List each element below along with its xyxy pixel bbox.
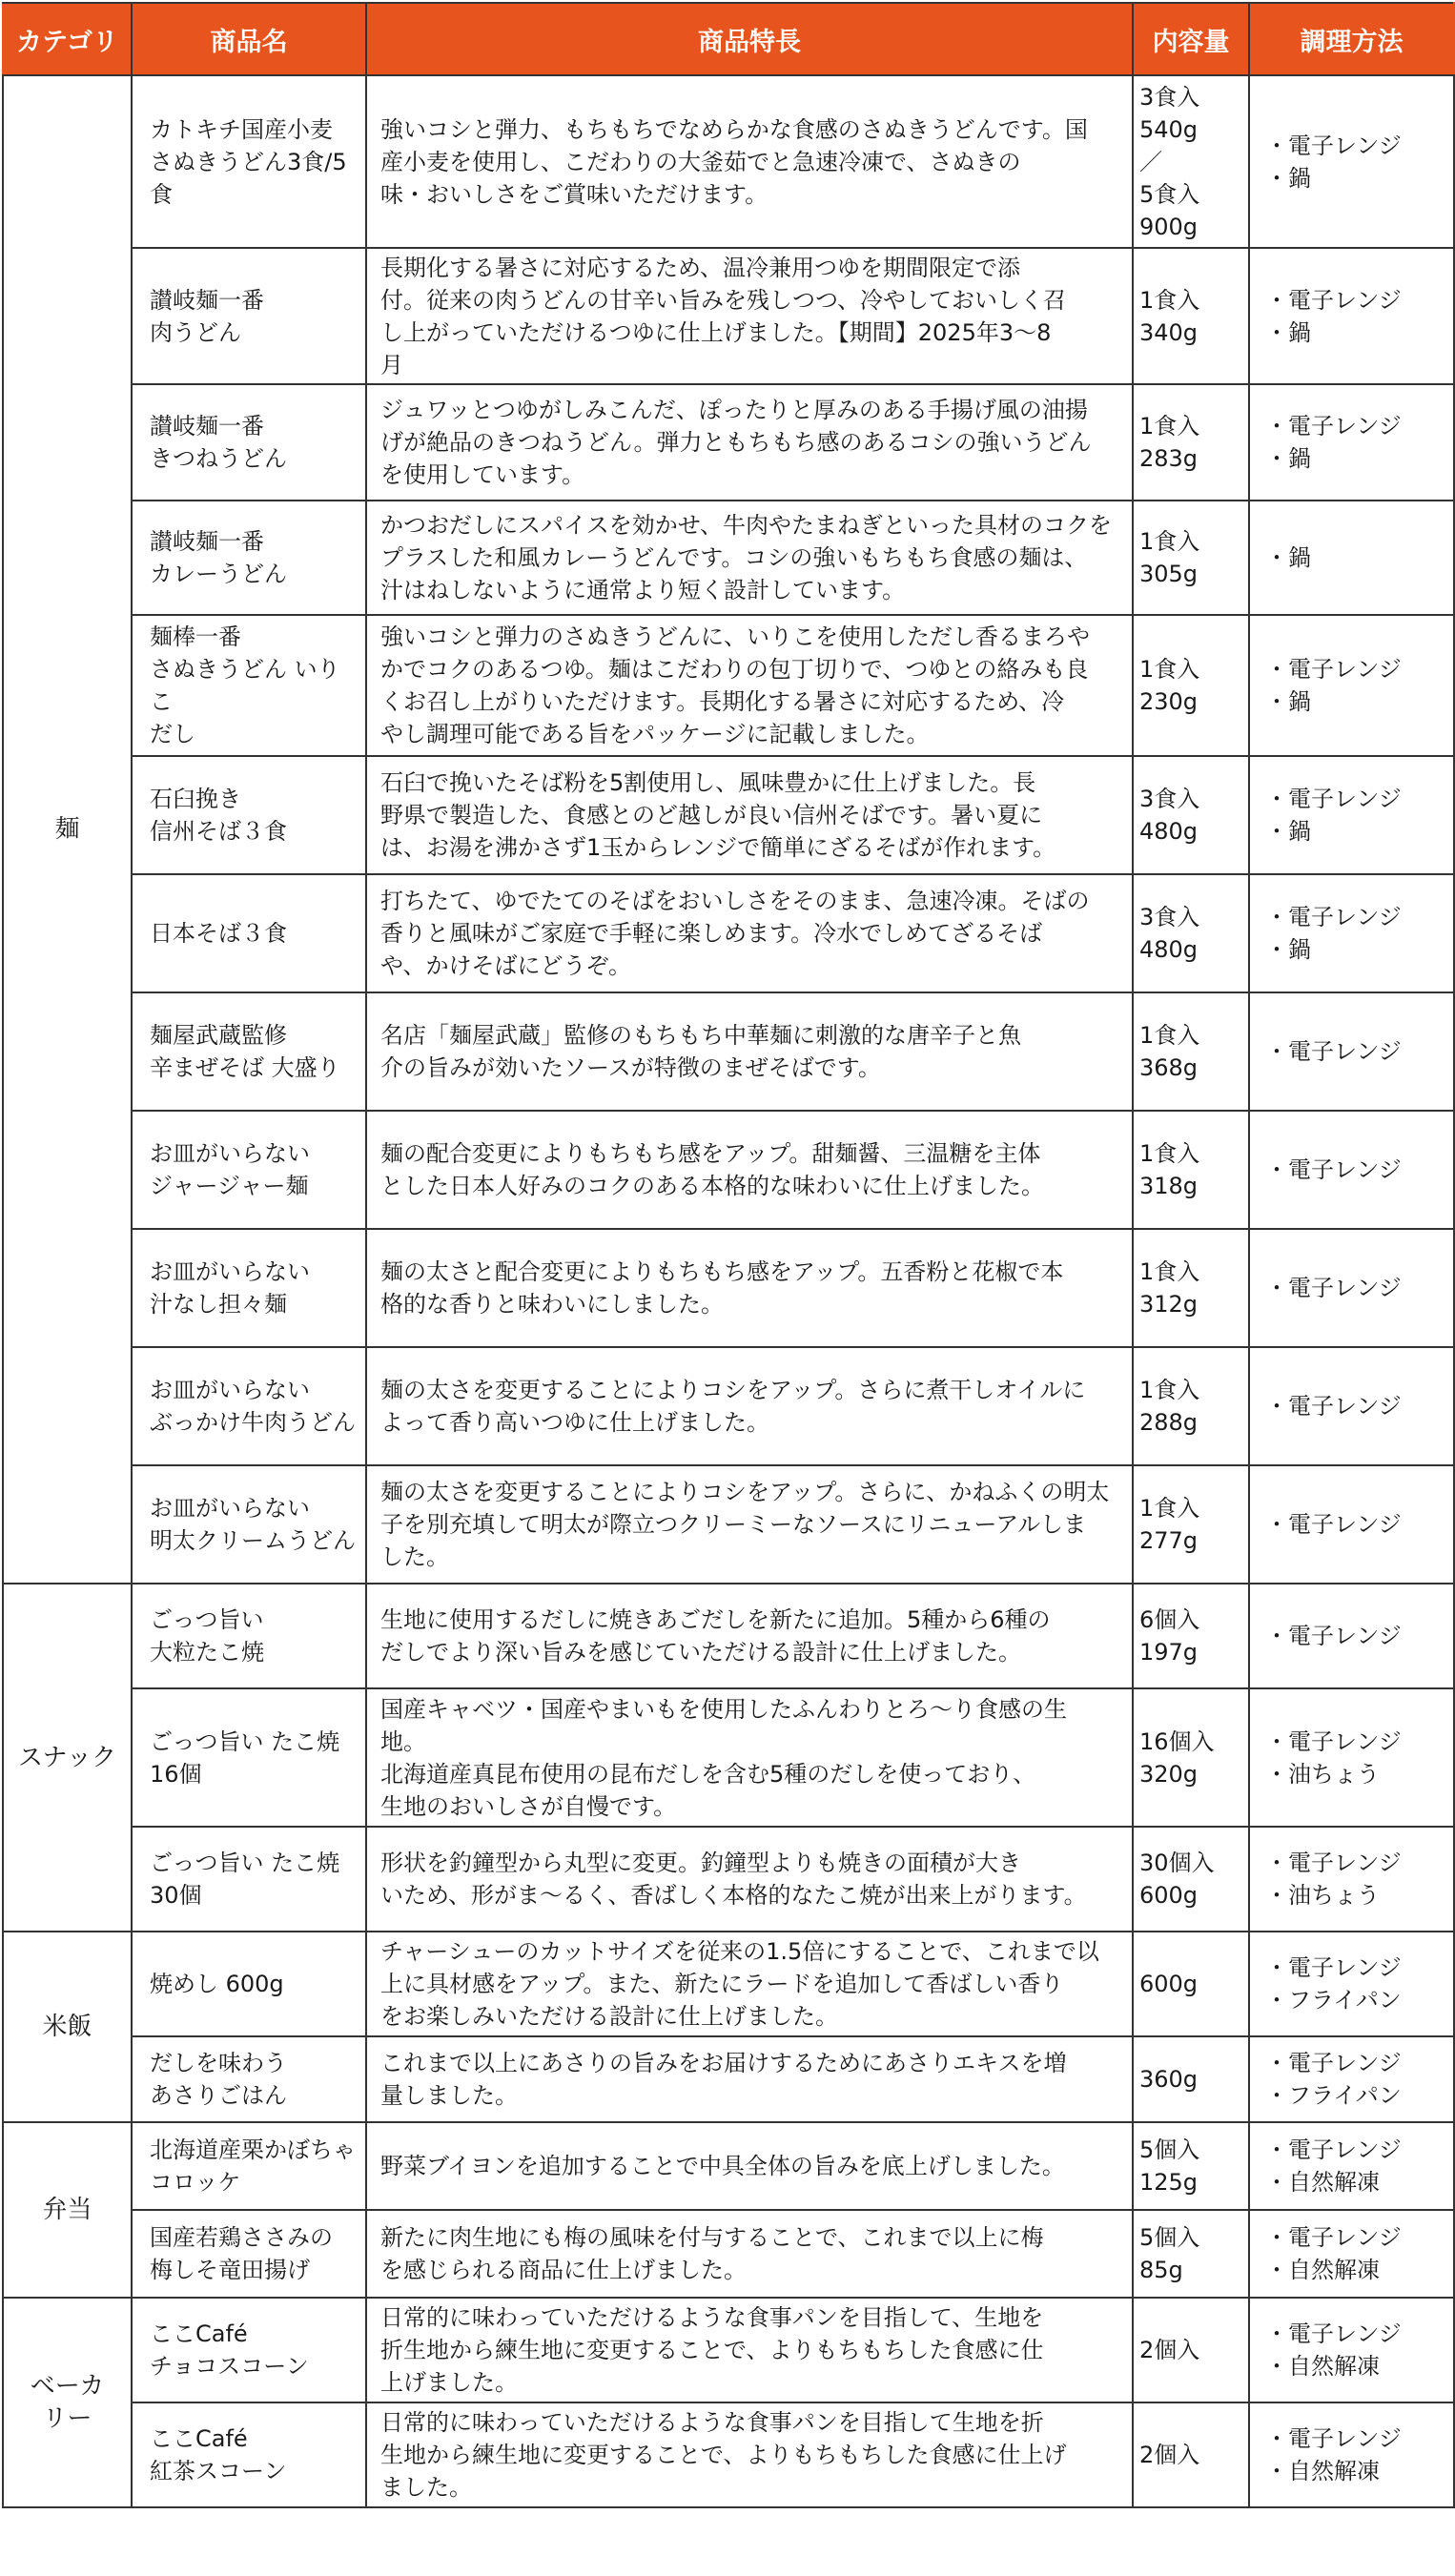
product-feature: 国産キャベツ・国産やまいもを使用したふんわりとろ～り食感の生 地。 北海道産真昆布使用の昆布だしを含む5種のだしを使っており、 生地のおいしさが自慢です。 <box>366 1688 1133 1827</box>
table-row <box>3 1584 1454 1688</box>
product-feature: 打ちたて、ゆでたてのそばをおいしさをそのまま、急速冷凍。そばの 香りと風味がご家庭で手軽に楽しめます。冷水でしめてざるそば や、かけそばにどうぞ。 <box>366 874 1133 992</box>
category-cell: 弁当 <box>3 2122 132 2298</box>
table-row <box>3 1827 1454 1932</box>
product-quantity: 1食入 340g <box>1133 248 1249 384</box>
product-table <box>2 2 1455 2508</box>
product-quantity: 1食入 277g <box>1133 1465 1249 1584</box>
product-feature: ジュワッとつゆがしみこんだ、ぽったりと厚みのある手揚げ風の油揚 げが絶品のきつねうどん。弾力ともちもち感のあるコシの強いうどん を使用しています。 <box>366 384 1133 501</box>
product-quantity: 1食入 283g <box>1133 384 1249 501</box>
table-row <box>3 248 1454 384</box>
product-name: だしを味わう あさりごはん <box>132 2036 366 2122</box>
header-name: 商品名 <box>132 3 366 75</box>
product-name: 讃岐麺一番 肉うどん <box>132 248 366 384</box>
product-method: ・電子レンジ <box>1249 1584 1454 1688</box>
header-row <box>3 3 1454 75</box>
product-method: ・電子レンジ ・鍋 <box>1249 874 1454 992</box>
table-row <box>3 874 1454 992</box>
product-name: 北海道産栗かぼちゃ コロッケ <box>132 2122 366 2210</box>
product-method: ・電子レンジ <box>1249 992 1454 1111</box>
product-method: ・鍋 <box>1249 501 1454 615</box>
product-name: 石臼挽き 信州そば３食 <box>132 756 366 874</box>
product-method: ・電子レンジ ・自然解凍 <box>1249 2122 1454 2210</box>
product-quantity: 1食入 305g <box>1133 501 1249 615</box>
product-name: 讃岐麺一番 きつねうどん <box>132 384 366 501</box>
table-row <box>3 1347 1454 1465</box>
table-row <box>3 756 1454 874</box>
product-method: ・電子レンジ ・鍋 <box>1249 384 1454 501</box>
header-category: カテゴリ <box>3 3 132 75</box>
table-row <box>3 2402 1454 2507</box>
product-name: ここCafé 紅茶スコーン <box>132 2402 366 2507</box>
product-quantity: 3食入 480g <box>1133 756 1249 874</box>
product-quantity: 2個入 <box>1133 2298 1249 2402</box>
product-feature: かつおだしにスパイスを効かせ、牛肉やたまねぎといった具材のコクを プラスした和風カレーうどんです。コシの強いもちもち食感の麺は、 汁はねしないように通常より短く設計しています。 <box>366 501 1133 615</box>
table-row <box>3 1111 1454 1229</box>
product-name: ごっつ旨い たこ焼 16個 <box>132 1688 366 1827</box>
product-quantity: 30個入 600g <box>1133 1827 1249 1932</box>
product-quantity: 600g <box>1133 1932 1249 2036</box>
product-method: ・電子レンジ <box>1249 1111 1454 1229</box>
product-feature: 名店「麺屋武蔵」監修のもちもち中華麺に刺激的な唐辛子と魚 介の旨みが効いたソースが特徴のまぜそばです。 <box>366 992 1133 1111</box>
product-method: ・電子レンジ ・自然解凍 <box>1249 2402 1454 2507</box>
product-feature: 生地に使用するだしに焼きあごだしを新たに追加。5種から6種の だしでより深い旨みを感じていただける設計に仕上げました。 <box>366 1584 1133 1688</box>
product-name: お皿がいらない 汁なし担々麺 <box>132 1229 366 1347</box>
product-feature: 強いコシと弾力のさぬきうどんに、いりこを使用しただし香るまろや かでコクのあるつゆ。麺はこだわりの包丁切りで、つゆとの絡みも良 くお召し上がりいただけます。長期化する暑さに対応するため、冷 やし調理可能である旨をパッケージに記載しました。 <box>366 615 1133 756</box>
product-quantity: 5個入 85g <box>1133 2210 1249 2298</box>
product-quantity: 5個入 125g <box>1133 2122 1249 2210</box>
product-method: ・電子レンジ <box>1249 1465 1454 1584</box>
product-feature: 強いコシと弾力、もちもちでなめらかな食感のさぬきうどんです。国 産小麦を使用し、こだわりの大釜茹でと急速冷凍で、さぬきの 味・おいしさをご賞味いただけます。 <box>366 75 1133 248</box>
product-feature: 麺の太さを変更することによりコシをアップ。さらに煮干しオイルに よって香り高いつゆに仕上げました。 <box>366 1347 1133 1465</box>
product-quantity: 16個入 320g <box>1133 1688 1249 1827</box>
product-method: ・電子レンジ ・鍋 <box>1249 615 1454 756</box>
product-name: 麺屋武蔵監修 辛まぜそば 大盛り <box>132 992 366 1111</box>
product-method: ・電子レンジ ・鍋 <box>1249 248 1454 384</box>
product-name: ここCafé チョコスコーン <box>132 2298 366 2402</box>
table-row <box>3 75 1454 248</box>
table-row <box>3 501 1454 615</box>
product-name: ごっつ旨い たこ焼 30個 <box>132 1827 366 1932</box>
table-row <box>3 615 1454 756</box>
product-method: ・電子レンジ ・自然解凍 <box>1249 2210 1454 2298</box>
product-name: 日本そば３食 <box>132 874 366 992</box>
product-quantity: 360g <box>1133 2036 1249 2122</box>
product-name: お皿がいらない ぶっかけ牛肉うどん <box>132 1347 366 1465</box>
product-method: ・電子レンジ <box>1249 1347 1454 1465</box>
product-name: カトキチ国産小麦 さぬきうどん3食/5 食 <box>132 75 366 248</box>
product-quantity: 6個入 197g <box>1133 1584 1249 1688</box>
product-feature: 石臼で挽いたそば粉を5割使用し、風味豊かに仕上げました。長 野県で製造した、食感とのど越しが良い信州そばです。暑い夏に は、お湯を沸かさず1玉からレンジで簡単にざるそばが作れます。 <box>366 756 1133 874</box>
table-row <box>3 2210 1454 2298</box>
category-cell: ベーカ リー <box>3 2298 132 2507</box>
product-feature: これまで以上にあさりの旨みをお届けするためにあさりエキスを増 量しました。 <box>366 2036 1133 2122</box>
product-feature: 日常的に味わっていただけるような食事パンを目指して、生地を 折生地から練生地に変更することで、よりもちもちした食感に仕 上げました。 <box>366 2298 1133 2402</box>
product-method: ・電子レンジ ・鍋 <box>1249 756 1454 874</box>
product-feature: 長期化する暑さに対応するため、温冷兼用つゆを期間限定で添 付。従来の肉うどんの甘辛い旨みを残しつつ、冷やしておいしく召 し上がっていただけるつゆに仕上げました。【期間】2025年3～8 月 <box>366 248 1133 384</box>
product-feature: 麺の配合変更によりもちもち感をアップ。甜麺醤、三温糖を主体 とした日本人好みのコクのある本格的な味わいに仕上げました。 <box>366 1111 1133 1229</box>
product-method: ・電子レンジ <box>1249 1229 1454 1347</box>
product-method: ・電子レンジ ・自然解凍 <box>1249 2298 1454 2402</box>
product-name: 国産若鶏ささみの 梅しそ竜田揚げ <box>132 2210 366 2298</box>
table-row <box>3 2298 1454 2402</box>
product-quantity: 1食入 318g <box>1133 1111 1249 1229</box>
product-quantity: 1食入 312g <box>1133 1229 1249 1347</box>
product-feature: 麺の太さを変更することによりコシをアップ。さらに、かねふくの明太 子を別充填して明太が際立つクリーミーなソースにリニューアルしま した。 <box>366 1465 1133 1584</box>
table-row <box>3 992 1454 1111</box>
table-row <box>3 384 1454 501</box>
table-row <box>3 1932 1454 2036</box>
product-quantity: 2個入 <box>1133 2402 1249 2507</box>
header-method: 調理方法 <box>1249 3 1454 75</box>
product-quantity: 1食入 368g <box>1133 992 1249 1111</box>
product-quantity: 3食入 540g ／ 5食入 900g <box>1133 75 1249 248</box>
table-row <box>3 2122 1454 2210</box>
product-feature: 麺の太さと配合変更によりもちもち感をアップ。五香粉と花椒で本 格的な香りと味わいにしました。 <box>366 1229 1133 1347</box>
product-quantity: 3食入 480g <box>1133 874 1249 992</box>
category-cell: 米飯 <box>3 1932 132 2122</box>
category-cell: 麺 <box>3 75 132 1584</box>
product-feature: 新たに肉生地にも梅の風味を付与することで、これまで以上に梅 を感じられる商品に仕上げました。 <box>366 2210 1133 2298</box>
header-feature: 商品特長 <box>366 3 1133 75</box>
product-name: 讃岐麺一番 カレーうどん <box>132 501 366 615</box>
product-feature: チャーシューのカットサイズを従来の1.5倍にすることで、これまで以 上に具材感をアップ。また、新たにラードを追加して香ばしい香り をお楽しみいただける設計に仕上げました。 <box>366 1932 1133 2036</box>
product-quantity: 1食入 288g <box>1133 1347 1249 1465</box>
table-row <box>3 1688 1454 1827</box>
product-name: 焼めし 600g <box>132 1932 366 2036</box>
product-name: お皿がいらない 明太クリームうどん <box>132 1465 366 1584</box>
product-method: ・電子レンジ ・フライパン <box>1249 1932 1454 2036</box>
table-row <box>3 1465 1454 1584</box>
table-row <box>3 1229 1454 1347</box>
table-row <box>3 2036 1454 2122</box>
product-feature: 形状を釣鐘型から丸型に変更。釣鐘型よりも焼きの面積が大き いため、形がま～るく、香ばしく本格的なたこ焼が出来上がります。 <box>366 1827 1133 1932</box>
header-quantity: 内容量 <box>1133 3 1249 75</box>
product-method: ・電子レンジ ・油ちょう <box>1249 1827 1454 1932</box>
product-name: ごっつ旨い 大粒たこ焼 <box>132 1584 366 1688</box>
product-name: 麺棒一番 さぬきうどん いりこ だし <box>132 615 366 756</box>
product-name: お皿がいらない ジャージャー麺 <box>132 1111 366 1229</box>
product-feature: 野菜ブイヨンを追加することで中具全体の旨みを底上げしました。 <box>366 2122 1133 2210</box>
product-method: ・電子レンジ ・油ちょう <box>1249 1688 1454 1827</box>
product-quantity: 1食入 230g <box>1133 615 1249 756</box>
product-method: ・電子レンジ ・フライパン <box>1249 2036 1454 2122</box>
product-method: ・電子レンジ ・鍋 <box>1249 75 1454 248</box>
category-cell: スナック <box>3 1584 132 1932</box>
product-feature: 日常的に味わっていただけるような食事パンを目指して生地を折 生地から練生地に変更することで、よりもちもちした食感に仕上げ ました。 <box>366 2402 1133 2507</box>
